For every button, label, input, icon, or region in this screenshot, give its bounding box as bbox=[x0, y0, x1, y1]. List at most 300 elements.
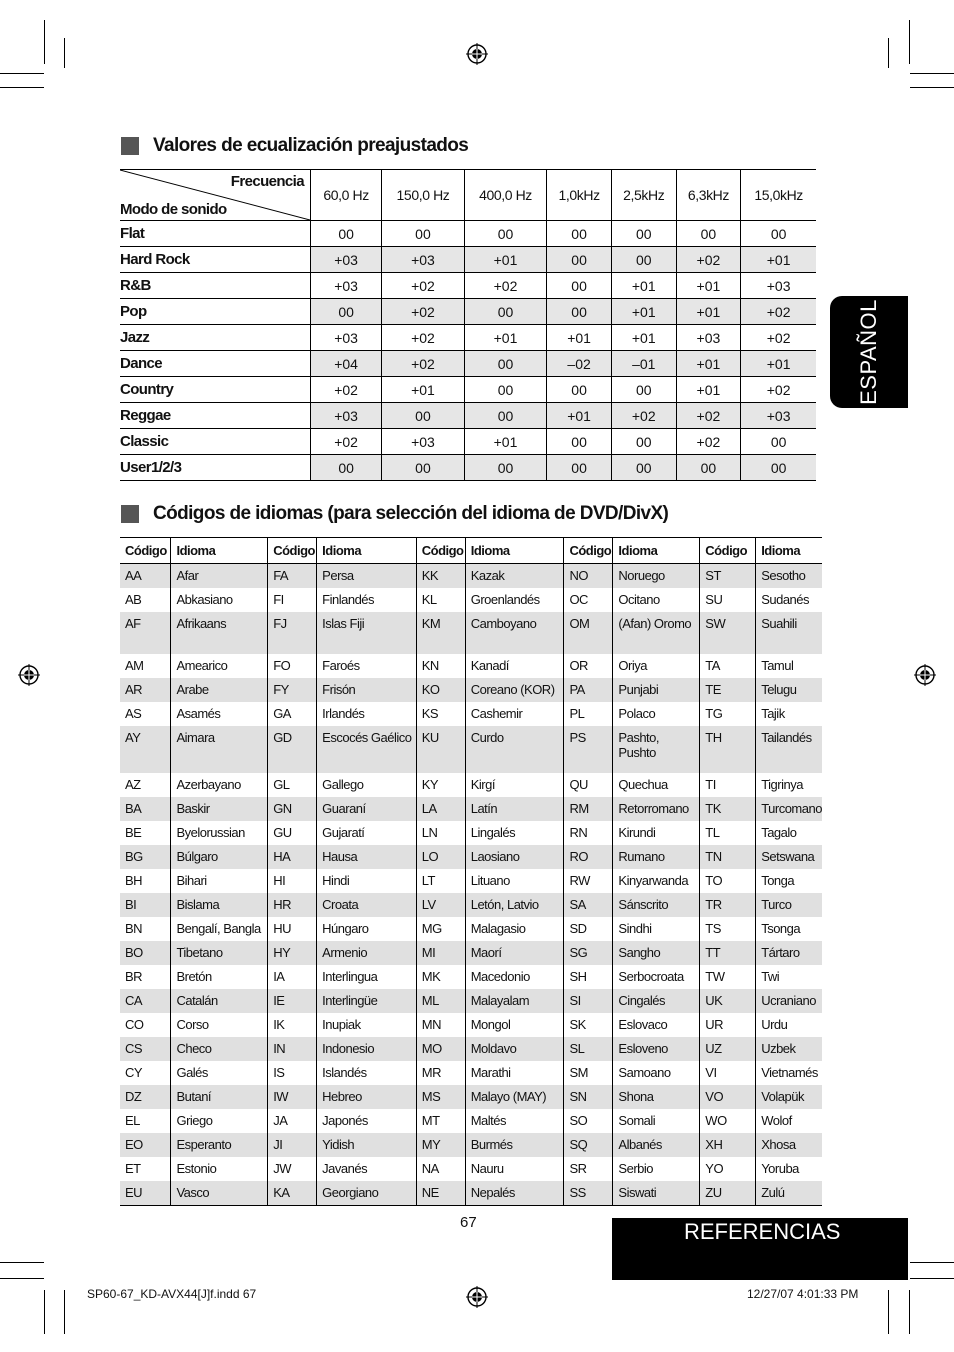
lang-name-cell: Aimara bbox=[171, 726, 268, 773]
lang-name-cell: Latín bbox=[465, 797, 564, 821]
lang-name-cell: Frisón bbox=[317, 678, 417, 702]
lang-code-cell: QU bbox=[564, 773, 613, 797]
lang-code-cell: SA bbox=[564, 893, 613, 917]
eq-value-cell: +01 bbox=[464, 325, 547, 351]
lang-code-cell: AY bbox=[120, 726, 171, 773]
footer-file: SP60-67_KD-AVX44[J]f.indd 67 bbox=[87, 1287, 257, 1301]
lang-name-cell: Kazak bbox=[465, 564, 564, 589]
lang-name-cell: Hebreo bbox=[317, 1085, 417, 1109]
eq-header-row bbox=[120, 170, 816, 221]
lang-name-cell: Corso bbox=[171, 1013, 268, 1037]
lang-code-cell: TR bbox=[700, 893, 756, 917]
footer-datetime: 12/27/07 4:01:33 PM bbox=[747, 1287, 859, 1301]
lang-name-cell: Tigrinya bbox=[756, 773, 822, 797]
eq-mode-label: Hard Rock bbox=[120, 247, 311, 273]
lang-name-cell: Nepalés bbox=[465, 1181, 564, 1206]
lang-code-cell: SW bbox=[700, 612, 756, 654]
lang-code-cell: AS bbox=[125, 706, 142, 721]
lang-code-cell: NA bbox=[416, 1157, 465, 1181]
lang-name-cell: Bretón bbox=[171, 965, 268, 989]
eq-table bbox=[120, 169, 816, 481]
lang-row bbox=[120, 1061, 822, 1085]
eq-value-cell: 00 bbox=[464, 377, 547, 403]
eq-value-cell: +01 bbox=[611, 325, 676, 351]
lang-name-cell: Letón, Latvio bbox=[465, 893, 564, 917]
lang-code-cell: KL bbox=[416, 588, 465, 612]
lang-code-cell: MI bbox=[416, 941, 465, 965]
lang-name-cell: Groenlandés bbox=[465, 588, 564, 612]
lang-code-cell: AR bbox=[120, 678, 171, 702]
lang-code-cell: FY bbox=[268, 678, 317, 702]
lang-name-cell: Cingalés bbox=[613, 989, 700, 1013]
lang-code-cell: AB bbox=[125, 592, 142, 607]
lang-row bbox=[120, 1013, 822, 1037]
lang-code-cell: IE bbox=[268, 989, 317, 1013]
lang-row bbox=[120, 564, 822, 589]
lang-name-cell: Quechua bbox=[613, 773, 700, 797]
lang-code-cell: TG bbox=[700, 702, 756, 726]
lang-code-cell: AF bbox=[120, 612, 171, 654]
lang-name-cell: Persa bbox=[317, 564, 417, 589]
lang-code-cell: MG bbox=[416, 917, 465, 941]
lang-name-cell: Wolof bbox=[756, 1109, 822, 1133]
lang-code-cell: ML bbox=[416, 989, 465, 1013]
eq-value-cell: +02 bbox=[676, 247, 741, 273]
lang-row bbox=[120, 845, 822, 869]
lang-code-cell: BN bbox=[125, 921, 143, 936]
lang-name-cell: Abkasiano bbox=[171, 588, 268, 612]
eq-value-cell: +02 bbox=[464, 273, 547, 299]
lang-row bbox=[120, 1181, 822, 1206]
eq-corner-mode: Modo de sonido bbox=[120, 201, 227, 218]
lang-name-cell: Oriya bbox=[613, 654, 700, 678]
lang-code-cell: LV bbox=[416, 893, 465, 917]
eq-value-cell: +01 bbox=[464, 247, 547, 273]
lang-name-cell: Suahili bbox=[756, 612, 822, 654]
lang-name-cell: Maltés bbox=[465, 1109, 564, 1133]
lang-name-cell: Moldavo bbox=[465, 1037, 564, 1061]
registration-mark-icon bbox=[466, 43, 488, 65]
lang-name-header: Idioma bbox=[613, 538, 700, 564]
lang-name-cell: Estonio bbox=[171, 1157, 268, 1181]
lang-code-cell: ZU bbox=[700, 1181, 756, 1206]
lang-code-cell: SI bbox=[564, 989, 613, 1013]
lang-name-cell: Catalán bbox=[171, 989, 268, 1013]
eq-value-cell: 00 bbox=[464, 403, 547, 429]
eq-value-cell: 00 bbox=[464, 299, 547, 325]
eq-value-cell: +03 bbox=[311, 403, 382, 429]
lang-code-cell: TA bbox=[700, 654, 756, 678]
lang-row bbox=[120, 678, 822, 702]
lang-name-cell: Guaraní bbox=[317, 797, 417, 821]
lang-name-cell: Interlingua bbox=[317, 965, 417, 989]
lang-code-cell: RM bbox=[564, 797, 613, 821]
lang-row bbox=[120, 821, 822, 845]
lang-name-cell: Esperanto bbox=[171, 1133, 268, 1157]
eq-frequency-header: 2,5kHz bbox=[611, 170, 676, 221]
lang-name-cell: Húngaro bbox=[317, 917, 417, 941]
lang-name-cell: Serbocroata bbox=[613, 965, 700, 989]
eq-value-cell: 00 bbox=[547, 299, 612, 325]
lang-row bbox=[120, 893, 822, 917]
eq-value-cell: +01 bbox=[464, 429, 547, 455]
eq-value-cell: +03 bbox=[741, 403, 816, 429]
lang-code-cell: XH bbox=[700, 1133, 756, 1157]
lang-name-cell: Kirundi bbox=[613, 821, 700, 845]
lang-name-cell: Afar bbox=[171, 564, 268, 589]
lang-row bbox=[120, 941, 822, 965]
lang-name-cell: Kanadí bbox=[465, 654, 564, 678]
lang-code-cell: HA bbox=[268, 845, 317, 869]
eq-value-cell: +03 bbox=[311, 273, 382, 299]
lang-name-cell: Lituano bbox=[465, 869, 564, 893]
lang-code-cell: JA bbox=[268, 1109, 317, 1133]
eq-value-cell: +01 bbox=[611, 299, 676, 325]
lang-code-cell: VO bbox=[700, 1085, 756, 1109]
lang-name-cell: Hindi bbox=[317, 869, 417, 893]
lang-code-cell: CO bbox=[125, 1017, 144, 1032]
lang-name-cell: Bengalí, Bangla bbox=[171, 917, 268, 941]
lang-code-cell: TL bbox=[700, 821, 756, 845]
lang-row bbox=[120, 1037, 822, 1061]
eq-value-cell: +01 bbox=[611, 273, 676, 299]
lang-code-cell: KN bbox=[416, 654, 465, 678]
lang-name-cell: Retorromano bbox=[613, 797, 700, 821]
eq-frequency-header: 1,0kHz bbox=[547, 170, 612, 221]
lang-row bbox=[120, 797, 822, 821]
lang-code-header: Código bbox=[564, 538, 613, 564]
lang-code-header: Código bbox=[416, 538, 465, 564]
eq-value-cell: 00 bbox=[311, 299, 382, 325]
lang-row bbox=[120, 726, 822, 773]
lang-name-cell: Yidish bbox=[317, 1133, 417, 1157]
eq-value-cell: +02 bbox=[311, 377, 382, 403]
lang-code-cell: FO bbox=[268, 654, 317, 678]
eq-mode-label: Flat bbox=[120, 221, 311, 247]
lang-name-cell: Gallego bbox=[317, 773, 417, 797]
lang-name-cell: Baskir bbox=[171, 797, 268, 821]
eq-value-cell: 00 bbox=[611, 247, 676, 273]
eq-value-cell: +01 bbox=[676, 299, 741, 325]
lang-code-cell: AZ bbox=[125, 777, 141, 792]
lang-name-cell: Sánscrito bbox=[613, 893, 700, 917]
lang-row bbox=[120, 917, 822, 941]
lang-code-cell: LT bbox=[416, 869, 465, 893]
lang-code-cell: MK bbox=[416, 965, 465, 989]
lang-code-cell: IA bbox=[268, 965, 317, 989]
eq-value-cell: 00 bbox=[611, 221, 676, 247]
lang-name-cell: Georgiano bbox=[317, 1181, 417, 1206]
lang-code-cell: ST bbox=[700, 564, 756, 589]
eq-value-cell: +04 bbox=[311, 351, 382, 377]
lang-code-cell: GL bbox=[268, 773, 317, 797]
eq-value-cell: 00 bbox=[547, 247, 612, 273]
lang-code-cell: SN bbox=[564, 1085, 613, 1109]
lang-name-cell: Faroés bbox=[317, 654, 417, 678]
eq-value-cell: 00 bbox=[382, 221, 465, 247]
lang-name-cell: Armenio bbox=[317, 941, 417, 965]
lang-name-cell: Amearico bbox=[171, 654, 268, 678]
lang-row bbox=[120, 869, 822, 893]
lang-code-cell: GD bbox=[268, 726, 317, 773]
lang-name-cell: Irlandés bbox=[317, 702, 417, 726]
lang-name-cell: (Afan) Oromo bbox=[613, 612, 700, 654]
lang-code-cell: TN bbox=[700, 845, 756, 869]
lang-code-cell: SU bbox=[700, 588, 756, 612]
lang-code-cell: PL bbox=[564, 702, 613, 726]
lang-name-cell: Sangho bbox=[613, 941, 700, 965]
lang-name-cell: Tsonga bbox=[756, 917, 822, 941]
lang-header-row bbox=[120, 538, 822, 564]
eq-value-cell: +02 bbox=[741, 299, 816, 325]
eq-value-cell: +01 bbox=[547, 403, 612, 429]
lang-name-cell: Samoano bbox=[613, 1061, 700, 1085]
lang-code-cell: SO bbox=[564, 1109, 613, 1133]
eq-mode-label: Country bbox=[120, 377, 311, 403]
lang-name-cell: Butaní bbox=[171, 1085, 268, 1109]
lang-code-cell: NE bbox=[416, 1181, 465, 1206]
lang-code-cell: IN bbox=[268, 1037, 317, 1061]
lang-name-cell: Malayo (MAY) bbox=[465, 1085, 564, 1109]
lang-code-cell: RW bbox=[564, 869, 613, 893]
lang-code-cell: CA bbox=[120, 989, 171, 1013]
lang-code-cell: TO bbox=[700, 869, 756, 893]
lang-name-cell: Somali bbox=[613, 1109, 700, 1133]
lang-name-cell: Burmés bbox=[465, 1133, 564, 1157]
lang-name-cell: Setswana bbox=[756, 845, 822, 869]
eq-value-cell: +02 bbox=[382, 325, 465, 351]
section-bullet-icon bbox=[121, 505, 139, 523]
eq-mode-label: Reggae bbox=[120, 403, 311, 429]
eq-row bbox=[120, 403, 816, 429]
eq-value-cell: 00 bbox=[311, 455, 382, 481]
lang-name-cell: Volapük bbox=[756, 1085, 822, 1109]
eq-value-cell: +02 bbox=[382, 273, 465, 299]
lang-name-cell: Lingalés bbox=[465, 821, 564, 845]
lang-code-cell: SR bbox=[564, 1157, 613, 1181]
lang-name-cell: Shona bbox=[613, 1085, 700, 1109]
lang-name-header: Idioma bbox=[465, 538, 564, 564]
eq-value-cell: 00 bbox=[741, 455, 816, 481]
lang-name-cell: Polaco bbox=[613, 702, 700, 726]
eq-frequency-header: 15,0kHz bbox=[741, 170, 816, 221]
lang-name-cell: Kirgí bbox=[465, 773, 564, 797]
lang-code-cell: HI bbox=[268, 869, 317, 893]
lang-code-cell: GA bbox=[268, 702, 317, 726]
registration-mark-icon bbox=[18, 664, 40, 686]
lang-code-cell: MS bbox=[416, 1085, 465, 1109]
lang-row bbox=[120, 612, 822, 654]
eq-value-cell: –02 bbox=[547, 351, 612, 377]
lang-code-cell: HR bbox=[268, 893, 317, 917]
lang-name-cell: Rumano bbox=[613, 845, 700, 869]
lang-name-cell: Afrikaans bbox=[171, 612, 268, 654]
lang-name-cell: Arabe bbox=[171, 678, 268, 702]
section-tab-label: REFERENCIAS bbox=[684, 1219, 841, 1244]
lang-code-cell: SG bbox=[564, 941, 613, 965]
eq-corner-frequency: Frecuencia bbox=[230, 173, 304, 190]
lang-code-cell: UR bbox=[700, 1013, 756, 1037]
lang-name-cell: Malagasio bbox=[465, 917, 564, 941]
eq-value-cell: +02 bbox=[741, 377, 816, 403]
lang-row bbox=[120, 1085, 822, 1109]
lang-name-cell: Tajik bbox=[756, 702, 822, 726]
lang-name-cell: Cashemir bbox=[465, 702, 564, 726]
lang-name-cell: Sudanés bbox=[756, 588, 822, 612]
lang-code-cell: MR bbox=[416, 1061, 465, 1085]
lang-name-cell: Japonés bbox=[317, 1109, 417, 1133]
eq-value-cell: 00 bbox=[611, 377, 676, 403]
lang-name-cell: Checo bbox=[171, 1037, 268, 1061]
eq-mode-label: R&B bbox=[120, 273, 311, 299]
lang-code-header: Código bbox=[268, 538, 317, 564]
lang-code-cell: AM bbox=[125, 658, 144, 673]
eq-value-cell: 00 bbox=[464, 455, 547, 481]
eq-value-cell: 00 bbox=[547, 221, 612, 247]
lang-name-cell: Malayalam bbox=[465, 989, 564, 1013]
lang-name-cell: Croata bbox=[317, 893, 417, 917]
lang-code-cell: JI bbox=[268, 1133, 317, 1157]
lang-code-cell: KA bbox=[268, 1181, 317, 1206]
language-side-tab-label: ESPAÑOL bbox=[856, 299, 881, 405]
lang-code-cell: BR bbox=[125, 969, 143, 984]
lang-code-cell: YO bbox=[700, 1157, 756, 1181]
lang-code-cell: EO bbox=[120, 1133, 171, 1157]
lang-code-cell: OM bbox=[564, 612, 613, 654]
eq-value-cell: +01 bbox=[676, 377, 741, 403]
lang-name-cell: Laosiano bbox=[465, 845, 564, 869]
lang-name-cell: Indonesio bbox=[317, 1037, 417, 1061]
eq-value-cell: +03 bbox=[382, 247, 465, 273]
lang-name-cell: Griego bbox=[171, 1109, 268, 1133]
lang-name-cell: Javanés bbox=[317, 1157, 417, 1181]
lang-code-cell: CS bbox=[120, 1037, 171, 1061]
lang-code-cell: IW bbox=[268, 1085, 317, 1109]
lang-name-cell: Vasco bbox=[171, 1181, 268, 1206]
eq-value-cell: +03 bbox=[382, 429, 465, 455]
eq-mode-label: Jazz bbox=[120, 325, 311, 351]
lang-code-cell: KO bbox=[416, 678, 465, 702]
lang-code-cell: FJ bbox=[268, 612, 317, 654]
eq-value-cell: +02 bbox=[611, 403, 676, 429]
lang-code-cell: AA bbox=[120, 564, 171, 589]
lang-name-cell: Maorí bbox=[465, 941, 564, 965]
lang-name-cell: Vietnamés bbox=[756, 1061, 822, 1085]
lang-code-cell: GN bbox=[268, 797, 317, 821]
eq-value-cell: +02 bbox=[311, 429, 382, 455]
lang-name-cell: Inupiak bbox=[317, 1013, 417, 1037]
eq-value-cell: 00 bbox=[547, 377, 612, 403]
lang-name-cell: Galés bbox=[171, 1061, 268, 1085]
lang-code-cell: NO bbox=[564, 564, 613, 589]
lang-code-cell: DZ bbox=[120, 1085, 171, 1109]
lang-code-cell: SS bbox=[564, 1181, 613, 1206]
eq-value-cell: +02 bbox=[676, 403, 741, 429]
lang-code-cell: LN bbox=[416, 821, 465, 845]
lang-code-cell: TH bbox=[700, 726, 756, 773]
lang-name-cell: Noruego bbox=[613, 564, 700, 589]
lang-name-cell: Tonga bbox=[756, 869, 822, 893]
eq-value-cell: +03 bbox=[676, 325, 741, 351]
lang-name-cell: Punjabi bbox=[613, 678, 700, 702]
eq-value-cell: 00 bbox=[676, 455, 741, 481]
eq-value-cell: +01 bbox=[741, 351, 816, 377]
eq-value-cell: +01 bbox=[741, 247, 816, 273]
lang-code-cell: TT bbox=[700, 941, 756, 965]
lang-code-cell: HY bbox=[268, 941, 317, 965]
eq-value-cell: 00 bbox=[547, 273, 612, 299]
eq-value-cell: +02 bbox=[382, 351, 465, 377]
lang-name-cell: Camboyano bbox=[465, 612, 564, 654]
eq-mode-label: Dance bbox=[120, 351, 311, 377]
eq-value-cell: 00 bbox=[547, 455, 612, 481]
section-bullet-icon bbox=[121, 137, 139, 155]
lang-name-cell: Macedonio bbox=[465, 965, 564, 989]
eq-value-cell: +03 bbox=[741, 273, 816, 299]
lang-code-cell: SQ bbox=[564, 1133, 613, 1157]
eq-row bbox=[120, 351, 816, 377]
lang-code-cell: UK bbox=[700, 989, 756, 1013]
lang-name-cell: Búlgaro bbox=[171, 845, 268, 869]
eq-mode-label: Classic bbox=[120, 429, 311, 455]
lang-name-header: Idioma bbox=[171, 538, 268, 564]
lang-name-cell: Telugu bbox=[756, 678, 822, 702]
lang-row bbox=[120, 1133, 822, 1157]
lang-code-cell: LO bbox=[416, 845, 465, 869]
lang-code-cell: TE bbox=[700, 678, 756, 702]
lang-code-cell: SM bbox=[564, 1061, 613, 1085]
lang-code-cell: KS bbox=[416, 702, 465, 726]
lang-name-cell: Islas Fiji bbox=[317, 612, 417, 654]
lang-name-cell: Nauru bbox=[465, 1157, 564, 1181]
lang-name-cell: Esloveno bbox=[613, 1037, 700, 1061]
eq-value-cell: 00 bbox=[311, 221, 382, 247]
eq-frequency-header: 6,3kHz bbox=[676, 170, 741, 221]
lang-row bbox=[120, 989, 822, 1013]
lang-code-cell: OR bbox=[564, 654, 613, 678]
eq-row bbox=[120, 455, 816, 481]
lang-name-header: Idioma bbox=[317, 538, 417, 564]
lang-name-cell: Uzbek bbox=[756, 1037, 822, 1061]
lang-code-cell: EU bbox=[120, 1181, 171, 1206]
lang-code-cell: BA bbox=[120, 797, 171, 821]
eq-value-cell: +03 bbox=[311, 247, 382, 273]
lang-name-cell: Gujaratí bbox=[317, 821, 417, 845]
registration-mark-icon bbox=[466, 1286, 488, 1308]
lang-name-cell: Bislama bbox=[171, 893, 268, 917]
lang-code-cell: MO bbox=[416, 1037, 465, 1061]
lang-code-cell: KM bbox=[416, 612, 465, 654]
lang-code-cell: BE bbox=[125, 825, 142, 840]
eq-value-cell: +01 bbox=[676, 351, 741, 377]
lang-code-cell: TW bbox=[700, 965, 756, 989]
lang-code-cell: MY bbox=[416, 1133, 465, 1157]
lang-code-cell: SD bbox=[564, 917, 613, 941]
eq-row bbox=[120, 377, 816, 403]
lang-name-header: Idioma bbox=[756, 538, 822, 564]
lang-code-cell: FI bbox=[268, 588, 317, 612]
lang-name-cell: Curdo bbox=[465, 726, 564, 773]
eq-value-cell: 00 bbox=[676, 221, 741, 247]
eq-row bbox=[120, 299, 816, 325]
eq-frequency-header: 400,0 Hz bbox=[464, 170, 547, 221]
lang-name-cell: Turco bbox=[756, 893, 822, 917]
lang-name-cell: Kinyarwanda bbox=[613, 869, 700, 893]
lang-code-cell: SL bbox=[564, 1037, 613, 1061]
eq-row bbox=[120, 273, 816, 299]
eq-value-cell: 00 bbox=[611, 429, 676, 455]
lang-code-cell: SK bbox=[564, 1013, 613, 1037]
